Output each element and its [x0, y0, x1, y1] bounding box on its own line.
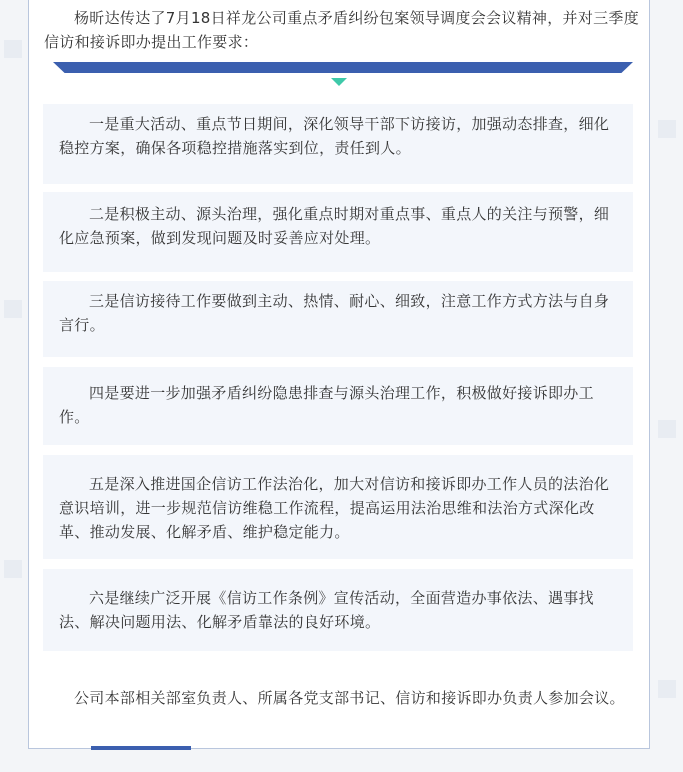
intro-paragraph: 杨昕达传达了7月18日祥龙公司重点矛盾纠纷包案领导调度会会议精神，并对三季度信访和接诉即办提出工作要求：	[44, 9, 640, 51]
requirement-card-6	[43, 569, 633, 651]
footer-accent-bar	[91, 746, 191, 750]
closing-paragraph: 公司本部相关部室负责人、所属各党支部书记、信访和接诉即办负责人参加会议。	[74, 689, 625, 707]
requirement-text-1: 一是重大活动、重点节日期间，深化领导干部下访接访，加强动态排查，细化稳控方案，确保各项稳控措施落实到位，责任到人。	[59, 115, 610, 157]
requirement-text-6: 六是继续广泛开展《信访工作条例》宣传活动，全面营造办事依法、遇事找法、解决问题用法、化解矛盾靠法的良好环境。	[59, 589, 594, 631]
requirement-card-3	[43, 281, 633, 357]
requirement-card-4	[43, 367, 633, 445]
requirement-card-5	[43, 455, 633, 559]
article-frame	[28, 0, 650, 749]
requirement-text-2: 二是积极主动、源头治理，强化重点时期对重点事、重点人的关注与预警，细化应急预案，做到发现问题及时妥善应对处理。	[59, 205, 610, 247]
requirement-text-4: 四是要进一步加强矛盾纠纷隐患排查与源头治理工作，积极做好接诉即办工作。	[59, 384, 594, 426]
requirement-card-2	[43, 192, 633, 272]
requirement-text-5: 五是深入推进国企信访工作法治化，加大对信访和接诉即办工作人员的法治化意识培训，进一步规范信访维稳工作流程，提高运用法治思维和法治方式深化改革、推动发展、化解矛盾、维护稳定能力。	[59, 475, 610, 541]
requirement-text-3: 三是信访接待工作要做到主动、热情、耐心、细致，注意工作方式方法与自身言行。	[59, 292, 610, 334]
down-triangle-icon	[331, 78, 347, 86]
section-divider-band	[53, 62, 633, 73]
requirement-card-1	[43, 104, 633, 184]
